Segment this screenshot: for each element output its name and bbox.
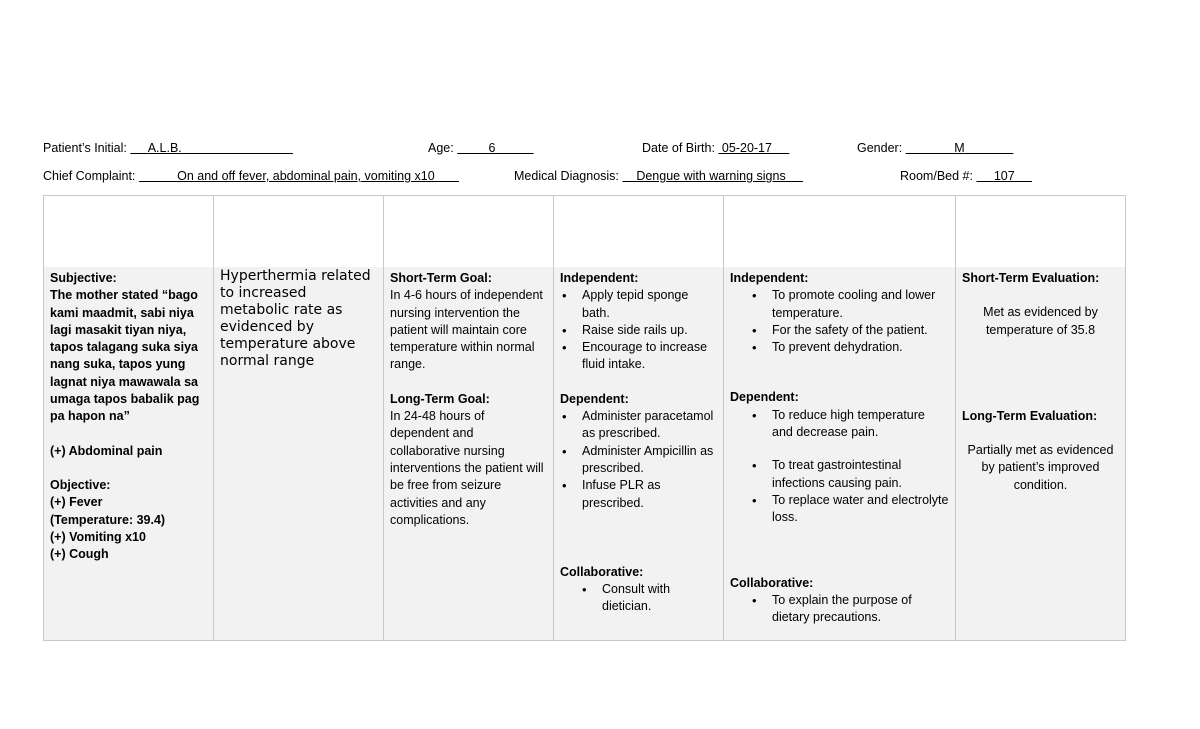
dob-value: 05-20-17 [721,141,772,155]
list-item: • Raise side rails up. [560,322,717,339]
gender [857,141,1013,155]
short-term-evaluation-label: Short-Term Evaluation: [962,271,1100,285]
list-item: • To replace water and electrolyte loss. [730,492,949,527]
rationale-column [724,196,956,640]
list-item: • To treat gastrointestinal infections causing pain. [730,457,949,492]
objective-label: Objective: [50,477,111,492]
age-value: 6 [488,141,496,155]
rationale-collaborative-list [730,592,949,627]
list-item: • Consult with dietician. [560,581,717,616]
nursing-diagnosis-text: Hyperthermia related to increased metabolic rate as evidenced by temperature above normal range [220,268,371,369]
list-item: • Administer Ampicillin as prescribed. [560,443,717,478]
rationale-collaborative-label: Collaborative: [730,575,814,590]
interventions-body [554,267,723,640]
intervention-collaborative-list [560,581,717,616]
rationale-dependent-list [730,407,949,527]
chief-complaint-label: Chief Complaint: [43,169,136,183]
short-term-goal-text: In 4-6 hours of independent nursing intervention the patient will maintain core temperature within normal range. [390,288,543,372]
age [428,141,534,155]
evaluation-body [956,267,1125,640]
rationale-dependent-label: Dependent: [730,390,799,405]
subjective-text: The mother stated “bago kami maadmit, sabi niya lagi masakit tiyan niya, tapos talagang suka siya nang suka, tapos yung lagnat niya mawawala sa umaga tapos babalik pag pa hapon na” [50,288,200,424]
assessment-body [44,267,213,640]
diagnosis-column [214,196,384,640]
list-item: • To prevent dehydration. [730,339,949,356]
rationale-body [724,267,955,640]
age-label: Age: [428,141,454,155]
planning-column [384,196,554,640]
list-item: • To explain the purpose of dietary precautions. [730,592,949,627]
planning-header-cell [384,196,553,268]
list-item: • Apply tepid sponge bath. [560,287,717,322]
evaluation-header-cell [956,196,1125,268]
intervention-dependent-label: Dependent: [560,391,629,406]
diagnosis-header-cell [214,196,383,268]
list-item: • To reduce high temperature and decrease pain. [730,407,949,442]
chief-complaint-value: On and off fever, abdominal pain, vomiting x10 [177,169,435,183]
room-label: Room/Bed #: [900,169,973,183]
planning-body [384,267,553,640]
gender-value: M [954,141,965,155]
list-item: • Administer paracetamol as prescribed. [560,408,717,443]
evaluation-column [956,196,1125,640]
interventions-header-cell [554,196,723,268]
room-value: 107 [993,169,1015,183]
objective-item: (+) Cough [50,547,109,562]
care-plan-table [43,195,1126,641]
dob-label: Date of Birth: [642,141,715,155]
long-term-goal-text: In 24-48 hours of dependent and collaborative nursing interventions the patient will be free from seizure activities and any complications. [390,409,544,527]
objective-item: (Temperature: 39.4) [50,512,166,527]
assessment-header-cell [44,196,213,268]
intervention-independent-label: Independent: [560,271,639,285]
intervention-collaborative-label: Collaborative: [560,564,644,579]
chief-complaint [43,169,459,183]
list-item: • Infuse PLR as prescribed. [560,477,717,512]
objective-item: (+) Fever [50,495,103,510]
list-item: • Encourage to increase fluid intake. [560,339,717,374]
abdominal-pain: (+) Abdominal pain [50,443,163,458]
rationale-independent-label: Independent: [730,271,809,285]
interventions-column [554,196,724,640]
patient-initial-label: Patient’s Initial: [43,141,127,155]
rationale-header-cell [724,196,955,268]
assessment-column [44,196,214,640]
objective-item: (+) Vomiting x10 [50,529,146,544]
patient-initial [43,141,293,155]
list-item: • To promote cooling and lower temperature. [730,287,949,322]
short-term-goal-label: Short-Term Goal: [390,271,492,285]
medical-diagnosis-label: Medical Diagnosis: [514,169,619,183]
short-term-evaluation-text: Met as evidenced by temperature of 35.8 [983,305,1098,337]
medical-diagnosis [514,169,803,183]
intervention-independent-list [560,287,717,373]
rationale-independent-list [730,287,949,356]
list-item: • For the safety of the patient. [730,322,949,339]
medical-diagnosis-value: Dengue with warning signs [636,169,786,183]
patient-initial-value: A.L.B. [147,141,182,155]
date-of-birth [642,141,789,155]
intervention-dependent-list [560,408,717,512]
long-term-goal-label: Long-Term Goal: [390,391,490,406]
long-term-evaluation-label: Long-Term Evaluation: [962,408,1098,423]
diagnosis-body [214,267,383,640]
gender-label: Gender: [857,141,903,155]
room-bed [900,169,1032,183]
subjective-label: Subjective: [50,271,117,285]
long-term-evaluation-text: Partially met as evidenced by patient’s improved condition. [967,443,1114,492]
